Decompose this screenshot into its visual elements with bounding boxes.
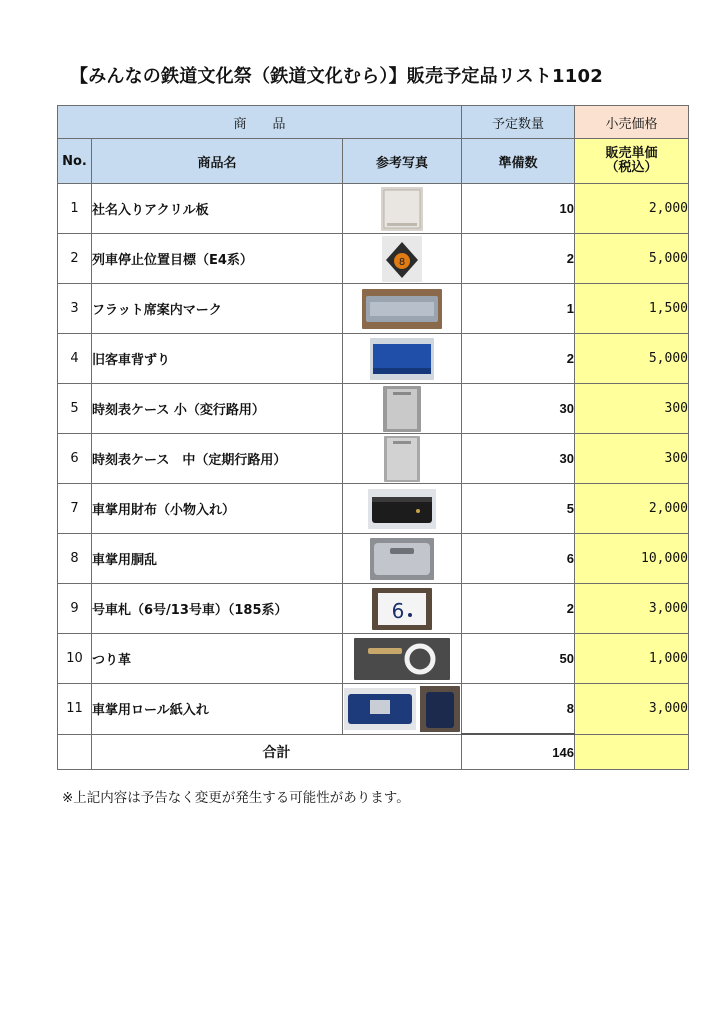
total-price-cell	[575, 734, 689, 770]
item-price: 1,500	[575, 284, 689, 334]
item-name: 車掌用胴乱	[92, 534, 343, 584]
item-stock: 2	[462, 234, 575, 284]
item-no: 6	[58, 434, 92, 484]
item-name: 列車停止位置目標（E4系）	[92, 234, 343, 284]
timetable-case-small-photo	[343, 384, 462, 434]
item-price: 10,000	[575, 534, 689, 584]
acrylic-board-photo	[343, 184, 462, 234]
table-row	[58, 534, 689, 584]
table-row	[58, 184, 689, 234]
item-name: フラット席案内マーク	[92, 284, 343, 334]
timetable-case-medium-photo	[343, 434, 462, 484]
item-name: 車掌用財布（小物入れ）	[92, 484, 343, 534]
item-price: 5,000	[575, 334, 689, 384]
item-stock: 1	[462, 284, 575, 334]
item-name: 時刻表ケース 中（定期行路用）	[92, 434, 343, 484]
item-no: 1	[58, 184, 92, 234]
item-name: 社名入りアクリル板	[92, 184, 343, 234]
table-row	[58, 634, 689, 684]
conductor-case-photo	[343, 534, 462, 584]
total-stock: 146	[462, 734, 575, 770]
item-name: 車掌用ロール紙入れ	[92, 684, 343, 735]
item-no: 10	[58, 634, 92, 684]
header-product-group: 商 品	[58, 106, 462, 139]
item-no: 11	[58, 684, 92, 735]
header-planned-qty: 予定数量	[462, 106, 575, 139]
item-name: 旧客車背ずり	[92, 334, 343, 384]
item-no: 9	[58, 584, 92, 634]
item-stock: 30	[462, 434, 575, 484]
item-stock: 5	[462, 484, 575, 534]
item-stock: 30	[462, 384, 575, 434]
svg-text:6: 6	[391, 598, 405, 623]
item-no: 3	[58, 284, 92, 334]
item-no: 8	[58, 534, 92, 584]
item-price: 3,000	[575, 584, 689, 634]
item-no: 2	[58, 234, 92, 284]
item-stock: 50	[462, 634, 575, 684]
header-unit-price	[575, 139, 689, 184]
table-row	[58, 484, 689, 534]
flat-seat-mark-photo	[343, 284, 462, 334]
header-photo: 参考写真	[343, 139, 462, 184]
item-price: 300	[575, 434, 689, 484]
header-retail-price: 小売価格	[575, 106, 689, 139]
header-unit-price-line1: 販売単価	[605, 146, 658, 161]
item-name: 号車札（6号/13号車）（185系）	[92, 584, 343, 634]
item-stock: 6	[462, 534, 575, 584]
header-no: No.	[58, 139, 92, 184]
table-row	[58, 284, 689, 334]
stop-position-sign-photo	[343, 234, 462, 284]
table-header-top	[58, 106, 689, 139]
table-row	[58, 684, 689, 735]
disclaimer-note: ※上記内容は予告なく変更が発生する可能性があります。	[62, 790, 410, 806]
total-no-cell	[58, 734, 92, 770]
table-header	[58, 139, 689, 184]
header-unit-price-line2: （税込）	[605, 160, 658, 175]
conductor-wallet-photo	[343, 484, 462, 534]
item-no: 5	[58, 384, 92, 434]
item-name: 時刻表ケース 小（変行路用）	[92, 384, 343, 434]
page-title: 【みんなの鉄道文化祭（鉄道文化むら）】販売予定品リスト1102	[70, 66, 603, 87]
item-price: 300	[575, 384, 689, 434]
svg-text:8: 8	[398, 256, 406, 268]
item-price: 2,000	[575, 484, 689, 534]
item-no: 4	[58, 334, 92, 384]
table-row	[58, 434, 689, 484]
seat-back-photo	[343, 334, 462, 384]
table-row	[58, 384, 689, 434]
item-price: 1,000	[575, 634, 689, 684]
table-row	[58, 334, 689, 384]
product-table	[57, 105, 689, 770]
item-price: 2,000	[575, 184, 689, 234]
header-name: 商品名	[92, 139, 343, 184]
item-price: 5,000	[575, 234, 689, 284]
item-stock: 10	[462, 184, 575, 234]
item-stock: 2	[462, 334, 575, 384]
table-row	[58, 234, 689, 284]
table-row	[58, 584, 689, 634]
item-name: つり革	[92, 634, 343, 684]
item-stock: 8	[462, 684, 575, 735]
total-label: 合計	[92, 734, 462, 770]
header-stock: 準備数	[462, 139, 575, 184]
roll-paper-case-photo	[343, 684, 462, 735]
total-row	[58, 734, 689, 770]
item-price: 3,000	[575, 684, 689, 735]
car-number-plate-photo	[343, 584, 462, 634]
item-no: 7	[58, 484, 92, 534]
item-stock: 2	[462, 584, 575, 634]
strap-handle-photo	[343, 634, 462, 684]
